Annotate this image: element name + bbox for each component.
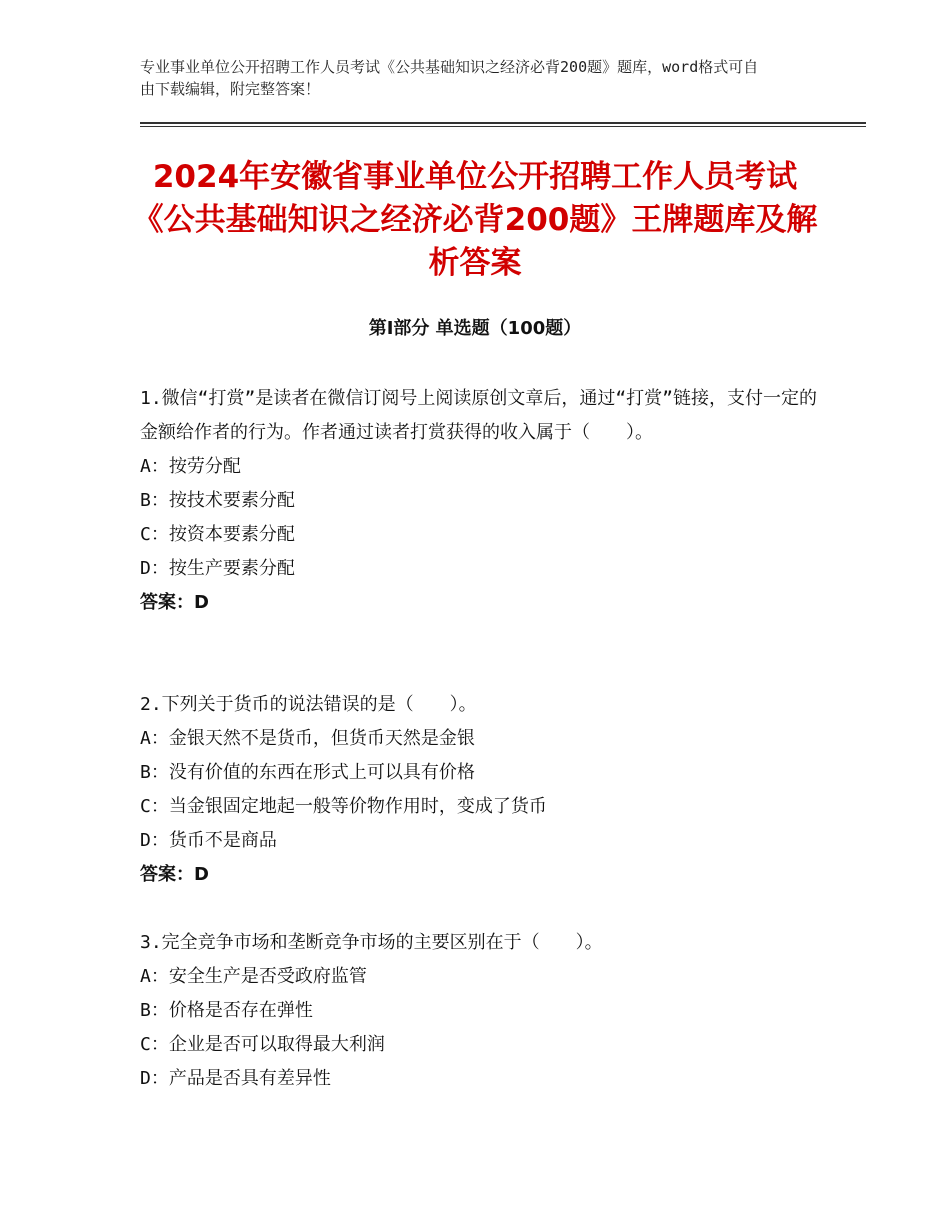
option-c: C：企业是否可以取得最大利润 — [140, 1034, 385, 1055]
header-note: 专业事业单位公开招聘工作人员考试《公共基础知识之经济必背200题》题库，word格式可自由下载编辑，附完整答案！ — [140, 58, 759, 98]
section-title: 第Ⅰ部分 单选题（100题） — [368, 318, 582, 339]
document-title: 2024年安徽省事业单位公开招聘工作人员考试《公共基础知识之经济必背200题》王牌题库及解析答案 — [132, 159, 818, 281]
option-b: B：没有价值的东西在形式上可以具有价格 — [140, 762, 475, 783]
answer: 答案：D — [140, 864, 209, 885]
option-d: D：产品是否具有差异性 — [140, 1068, 331, 1089]
option-b: B：按技术要素分配 — [140, 490, 295, 511]
option-c: C：按资本要素分配 — [140, 524, 295, 545]
question-stem: 2.下列关于货币的说法错误的是（ ）。 — [140, 694, 477, 715]
option-c: C：当金银固定地起一般等价物作用时，变成了货币 — [140, 796, 547, 817]
option-a: A：金银天然不是货币，但货币天然是金银 — [140, 728, 475, 749]
question-stem: 1.微信“打赏”是读者在微信订阅号上阅读原创文章后，通过“打赏”链接，支付一定的金额给作者的行为。作者通过读者打赏获得的收入属于（ ）。 — [140, 388, 818, 443]
option-a: A：按劳分配 — [140, 456, 241, 477]
question-1 — [140, 382, 820, 620]
option-b: B：价格是否存在弹性 — [140, 1000, 313, 1021]
header-divider-thin — [140, 126, 866, 127]
question-3 — [140, 926, 820, 1096]
header-divider — [140, 122, 866, 124]
option-a: A：安全生产是否受政府监管 — [140, 966, 367, 987]
option-d: D：货币不是商品 — [140, 830, 277, 851]
option-d: D：按生产要素分配 — [140, 558, 295, 579]
answer: 答案：D — [140, 592, 209, 613]
question-stem: 3.完全竞争市场和垄断竞争市场的主要区别在于（ ）。 — [140, 932, 603, 953]
question-2 — [140, 688, 820, 892]
